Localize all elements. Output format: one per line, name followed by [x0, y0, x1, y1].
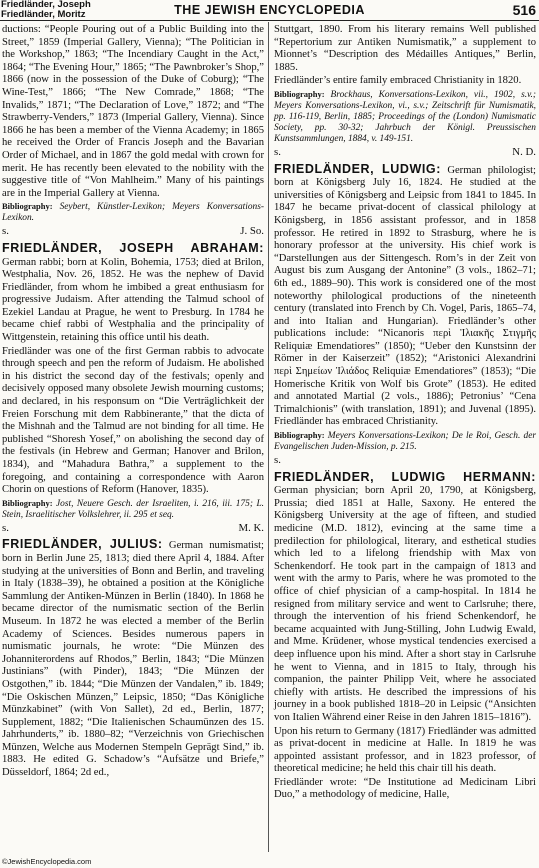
bibliography-text: Jost, Neuere Gesch. der Israeliten, i. 216, iii. 175; L. Stein, Israelitischer Volkslehrer, ii. 295 et seq. — [2, 498, 265, 520]
running-head-name-1: Friedländer, Joseph — [1, 0, 91, 10]
entry-ludwig — [274, 163, 536, 429]
bibliography-label: Bibliography: — [2, 497, 53, 508]
entry-text: German philologist; born at Königsberg July 16, 1824. He studied at the universities of Königsberg and Leipsic from 1841 to 1845. In 1847 he became privat-docent of classical philology at Königsberg, in 1856 assistant professor, and in 1858 professor. He retired in 1892 to Strasburg, where he is honorary professor at the university. His chief work is “Darstellungen aus der Sittengesch. Rom’s in der Zeit von August bis zum Ausgang der Antonine” (3 vols., 1862–71; 6th ed., 1889–90). This work is considered one of the most noteworthy philological productions of the nineteenth century (translated into French by Ch. Vogel, Paris, 1865–74, and into Italian and Hungarian). Friedländer’s other publications include: “Nicanoris περὶ Ἰλιακῆς Στιγμῆς Reliquiæ Emendatiores” (1850); “Ueber den Kunstsinn der Römer in der Kaiserzeit” (1852); “Aristonici Alexandrini περὶ Σημείων Ἰλιάδος Reliquiæ Emendatiores” (1853); “Die Homerische Kritik von Wolf bis Grote” (1853). He edited and annotated Martial (2 vols., 1886); Petronius’ “Cena Trimalchionis” (with translation, 1891); and Juvenal (1895). Friedländer has embraced Christianity. — [274, 164, 536, 428]
entry-bibliography — [274, 430, 536, 453]
signature-class: s. — [2, 225, 9, 238]
bibliography-text: Brockhaus, Konversations-Lexikon, vii., 1902, s.v.; Meyers Konversations-Lexikon, vi., s.v.; Zeitschrift für Numismatik, pp. 116-119, Berlin, 1885; Proceedings of the (London) Numismatic Society, pp. 30-32; Jahrbuch der Königl. Preussischen Kunstsammlungen, 1884, v. 149-151. — [274, 89, 536, 144]
entry-julius — [2, 538, 264, 779]
signature-line — [2, 225, 264, 238]
running-head-title: THE JEWISH ENCYCLOPEDIA — [174, 3, 365, 17]
entry-paragraph: Friedländer was one of the first German rabbis to advocate through speech and pen the reform of Judaism. He abolished in his district the second day of the festivals; openly and decisively opposed many obsolete Jewish mourning customs; and declared, in his responsum on “Die Verträglichkeit der Freien Forschung mit dem Rabbinerante,” that the dicta of the Mishnah and the Talmud are not binding for all time. He published “Shoresh Yosef,” on abolishing the second day of the festivals (in Hebrew and German; Hanover and Brilon, 1834), and “Mahadura Bathra,” a supplement to the foregoing, and containing a correspondence with Aaron Chorin on questions of Reform (Hanover, 1835). — [2, 345, 264, 496]
entry-heading: FRIEDLÄNDER, JULIUS: — [2, 537, 163, 552]
entry-paragraph: Upon his return to Germany (1817) Friedländer was admitted as privat-docent in medicine at Halle. In 1819 he was appointed assistant professor, and in 1823 professor, of theoretical medicine; he held this chair till his death. — [274, 725, 536, 775]
entry-bibliography — [2, 498, 264, 521]
entry-paragraph: Friedländer’s entire family embraced Christianity in 1820. — [274, 75, 522, 87]
entry-julius-continued: Stuttgart, 1890. From his literary remains Well published “Repertorium zur Antiken Numismatik,” a supplement to Mionnet’s “Description des Médailles Antiques,” Berlin, 1885. — [274, 24, 536, 73]
bibliography-label: Bibliography: — [274, 88, 325, 99]
entry-heading: FRIEDLÄNDER, LUDWIG: — [274, 161, 442, 176]
bibliography-label: Bibliography: — [274, 430, 325, 441]
entry-text: German rabbi; born at Kolin, Bohemia, 1753; died at Brilon, Westphalia, Nov. 26, 1852. He was the nephew of David Friedländer, from whom he imbibed a great enthusiasm for progressive Judaism. After attending the Talmud school of Ezekiel Landau at Prague, he went to Presburg. In 1784 he became chief rabbi of Westphalia and the principality of Wittgenstein, retaining this office until his death. — [2, 256, 264, 344]
signature-class: s. — [274, 454, 281, 467]
site-credit: ©JewishEncyclopedia.com — [2, 857, 92, 866]
signature-line — [2, 522, 264, 535]
signature-author: M. K. — [238, 521, 264, 534]
entry-heading: FRIEDLÄNDER, JOSEPH ABRAHAM: — [2, 240, 264, 255]
signature-class: s. — [2, 521, 9, 534]
bibliography-label: Bibliography: — [2, 201, 53, 212]
entry-joseph-abraham — [2, 242, 264, 345]
entry-paragraph: Friedländer wrote: “De Institutione ad Medicinam Libri Duo,” a methodology of medicine, Halle, — [274, 776, 536, 801]
signature-author: N. D. — [512, 145, 536, 158]
signature-class: s. — [274, 145, 281, 158]
continued-entry-bibliography — [2, 201, 264, 224]
entry-text: German numismatist; born in Berlin June 25, 1813; died there April 4, 1884. After studying at the universities of Bonn and Berlin, and traveling in Italy (1838–39), he obtained a position at the Königliche Sammlung der Antiken-Münzen in Berlin (1840). In 1868 he became director of the numismatic section of the Berlin Museum. In 1872 he was elected a member of the Berlin Academy of Sciences. Besides numerous papers in numismatic journals, he wrote: “Die Münzen des Johanniterordens auf Rhodos,” Berlin, 1843; “Die Münzen Justinians” (with Pinder), 1843; “Die Münzen der Ostgothen,” ib. 1844; “Die Münzen der Vandalen,” ib. 1849; “Die Oskischen Münzen,” Leipsic, 1850; “Das Königliche Münzkabinet” (with Von Sallet), 2d ed., Berlin, 1877; Supplement, 1882; “Die Italienischen Schaumünzen des 15. Jahrhunderts,” ib. 1880–82; “Verzeichnis von Griechischen Münzen, Welche aus Modernen Stempeln Geprägt Sind,” ib. 1883. He edited G. Schadow’s “Aufsätze und Briefe,” Düsseldorf, 1864; 2d ed., — [2, 540, 264, 779]
signature-line — [274, 146, 536, 159]
signature-author: J. So. — [240, 225, 264, 238]
entry-heading: FRIEDLÄNDER, LUDWIG HERMANN: — [274, 469, 536, 484]
right-column — [274, 24, 536, 803]
running-head-name-2: Friedländer, Moritz — [1, 8, 86, 20]
bibliography-text: Meyers Konversations-Lexikon; De le Roi, Gesch. der Evangelischen Juden-Mission, p. 215. — [274, 431, 537, 453]
page-header — [0, 0, 539, 21]
column-divider — [268, 22, 269, 852]
entry-ludwig-hermann — [274, 471, 536, 725]
page-number: 516 — [512, 2, 536, 18]
entry-text: German physician; born April 20, 1790, at Königsberg, Prussia; died 1851 at Halle, Saxony. He entered the Königsberg University at the age of fifteen, and studied medicine (M.D. 1812), evincing at the same time a predilection for philological, literary, and esthetical studies which led to a lifelong friendship with Max von Schenkendorf. He took part in the campaign of 1813 and went with the army to Paris, where he was promoted to the office of chief physician of a camp-hospital. In 1814 he resigned from military service and went to Carlsruhe; there, through the intervention of his friend Schenkendorf, he became acquainted with Jung-Stilling, John Ludwig Ewald, and Mme. Krüdener, whose mystical tendencies exercised a deep influence upon his mind. After a short stay in Carlsruhe he went to Vienna, and in 1815 to Italy, through his companion, the painter Philipp Veit, where he associated chiefly with artists. He described the impressions of his journey in a book published 1818–20 in Leipsic (“Ansichten von Italien Während einer Reise in den Jahren 1815–1816”). — [274, 485, 536, 723]
entry-bibliography — [274, 89, 536, 145]
signature-line — [274, 454, 536, 467]
continued-entry-text: ductions: “People Pouring out of a Public Building into the Street,” 1859 (Imperial Gallery, Vienna); “The Politician in the Workshop,” 1863; “The Incendiary Caught in the Act,” 1864; “The Evening Hour,” 1865; “The Pawnbroker’s Shop,” 1866 (now in the possession of the Duke of Coburg); “The Wine-Test,” 1866; “The New Comrade,” 1868; “The Invalids,” 1871; “The Declaration of Love,” 1872; and “The Strawberry-Venders,” 1873 (Imperial Gallery, Vienna). Since 1866 he has been a member of the Vienna Academy; in 1865 he received the Order of Francis Joseph and the Bavarian Order of Michael, and in 1867 the gold medal with crown for merit. He has recently been elevated to the nobility with the suggestive title of “Von Mahlheim.” Many of his paintings are in the Imperial Gallery at Vienna. — [2, 24, 264, 199]
bibliography-text: Seybert, Künstler-Lexikon; Meyers Konversations-Lexikon. — [2, 202, 264, 224]
left-column — [2, 24, 264, 781]
